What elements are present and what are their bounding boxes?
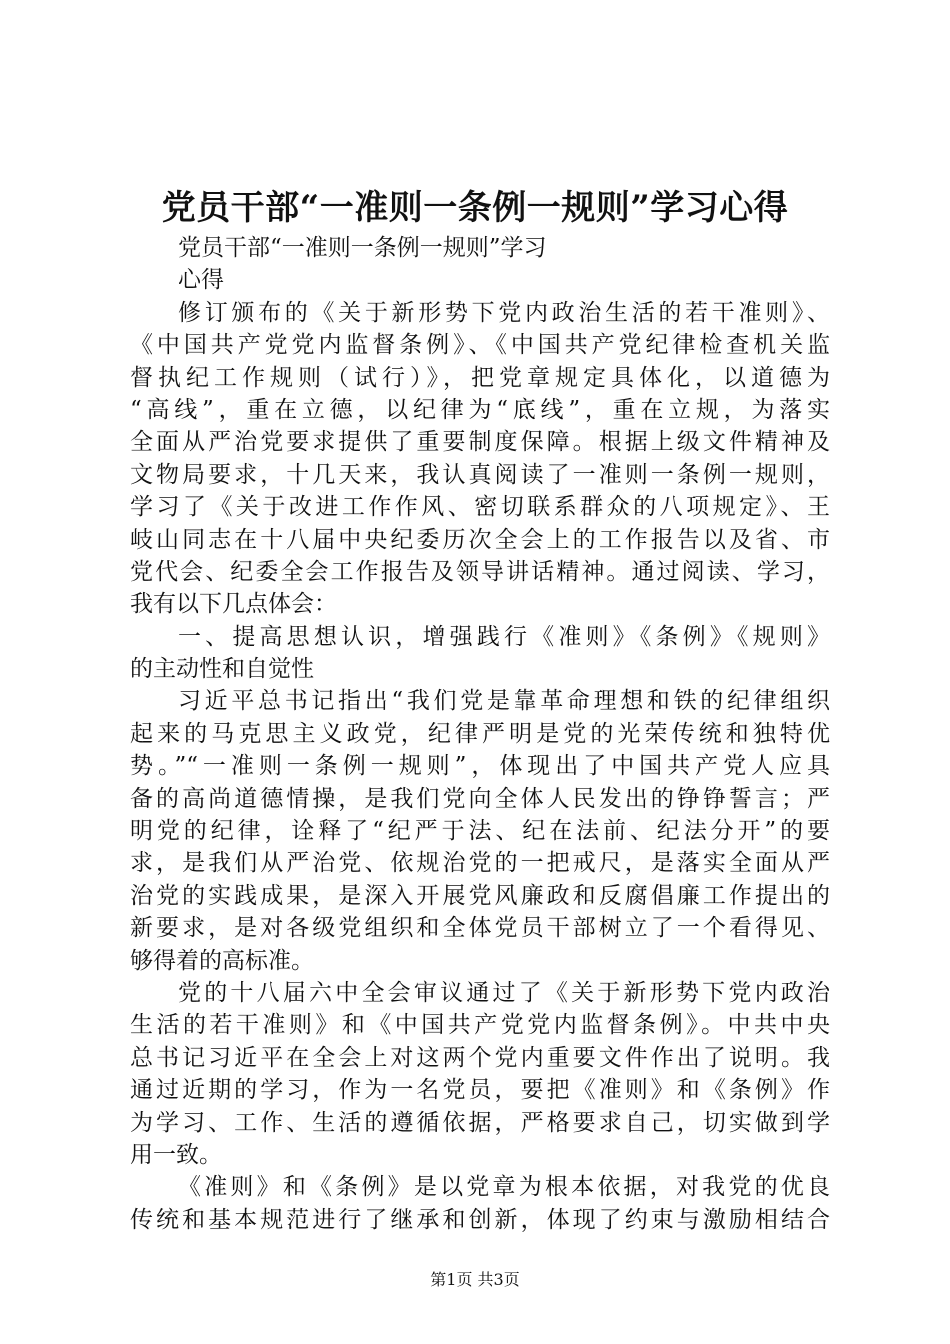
body-line: 势。”“一准则一条例一规则”，体现出了中国共产党人应具 — [130, 753, 830, 780]
body-line: 明党的纪律，诠释了“纪严于法、纪在法前、纪法分开”的要 — [130, 818, 830, 845]
body-line: 党员干部“一准则一条例一规则”学习 — [178, 235, 547, 261]
body-line: 新要求，是对各级党组织和全体党员干部树立了一个看得见、 — [130, 915, 830, 942]
body-line: 起来的马克思主义政党，纪律严明是党的光荣传统和独特优 — [130, 720, 830, 747]
body-line: 备的高尚道德情操，是我们党向全体人民发出的铮铮誓言；严 — [130, 785, 830, 812]
body-line: 生活的若干准则》和《中国共产党党内监督条例》。中共中央 — [130, 1012, 830, 1039]
body-line: “高线”，重在立德，以纪律为“底线”，重在立规，为落实 — [130, 396, 830, 423]
document-title: 党员干部“一准则一条例一规则”学习心得 — [161, 188, 789, 228]
body-line: 求，是我们从严治党、依规治党的一把戒尺，是落实全面从严 — [130, 850, 830, 877]
body-line: 治党的实践成果，是深入开展党风廉政和反腐倡廉工作提出的 — [130, 882, 830, 909]
body-line: 《中国共产党党内监督条例》、《中国共产党纪律检查机关监 — [130, 332, 830, 359]
body-line: 够得着的高标准。 — [130, 947, 314, 974]
body-line: 一、提高思想认识，增强践行《准则》《条例》《规则》 — [178, 623, 830, 650]
document-body — [130, 232, 830, 1236]
body-line: 修订颁布的《关于新形势下党内政治生活的若干准则》、 — [178, 299, 830, 326]
body-line: 全面从严治党要求提供了重要制度保障。根据上级文件精神及 — [130, 429, 830, 456]
body-line: 传统和基本规范进行了继承和创新，体现了约束与激励相结合 — [130, 1206, 830, 1233]
body-line: 的主动性和自觉性 — [130, 656, 314, 683]
body-line: 督执纪工作规则（试行）》，把党章规定具体化，以道德为 — [130, 364, 830, 391]
body-line: 心得 — [178, 267, 224, 294]
body-line: 学习了《关于改进工作作风、密切联系群众的八项规定》、王 — [130, 494, 830, 521]
body-line: 岐山同志在十八届中央纪委历次全会上的工作报告以及省、市 — [130, 526, 830, 553]
body-line: 党的十八届六中全会审议通过了《关于新形势下党内政治 — [178, 979, 830, 1006]
body-line: 通过近期的学习，作为一名党员，要把《准则》和《条例》作 — [130, 1077, 830, 1104]
page-footer: 第1页 共3页 — [430, 1270, 520, 1289]
body-line: 为学习、工作、生活的遵循依据，严格要求自己，切实做到学 — [130, 1109, 830, 1136]
body-line: 党代会、纪委全会工作报告及领导讲话精神。通过阅读、学习， — [130, 558, 830, 585]
body-line: 习近平总书记指出“我们党是靠革命理想和铁的纪律组织 — [178, 688, 830, 715]
body-line: 《准则》和《条例》是以党章为根本依据，对我党的优良 — [178, 1174, 830, 1201]
body-line: 用一致。 — [130, 1141, 222, 1168]
body-line: 我有以下几点体会： — [130, 591, 337, 618]
body-line: 文物局要求，十几天来，我认真阅读了一准则一条例一规则， — [130, 461, 830, 488]
body-line: 总书记习近平在全会上对这两个党内重要文件作出了说明。我 — [130, 1044, 830, 1071]
